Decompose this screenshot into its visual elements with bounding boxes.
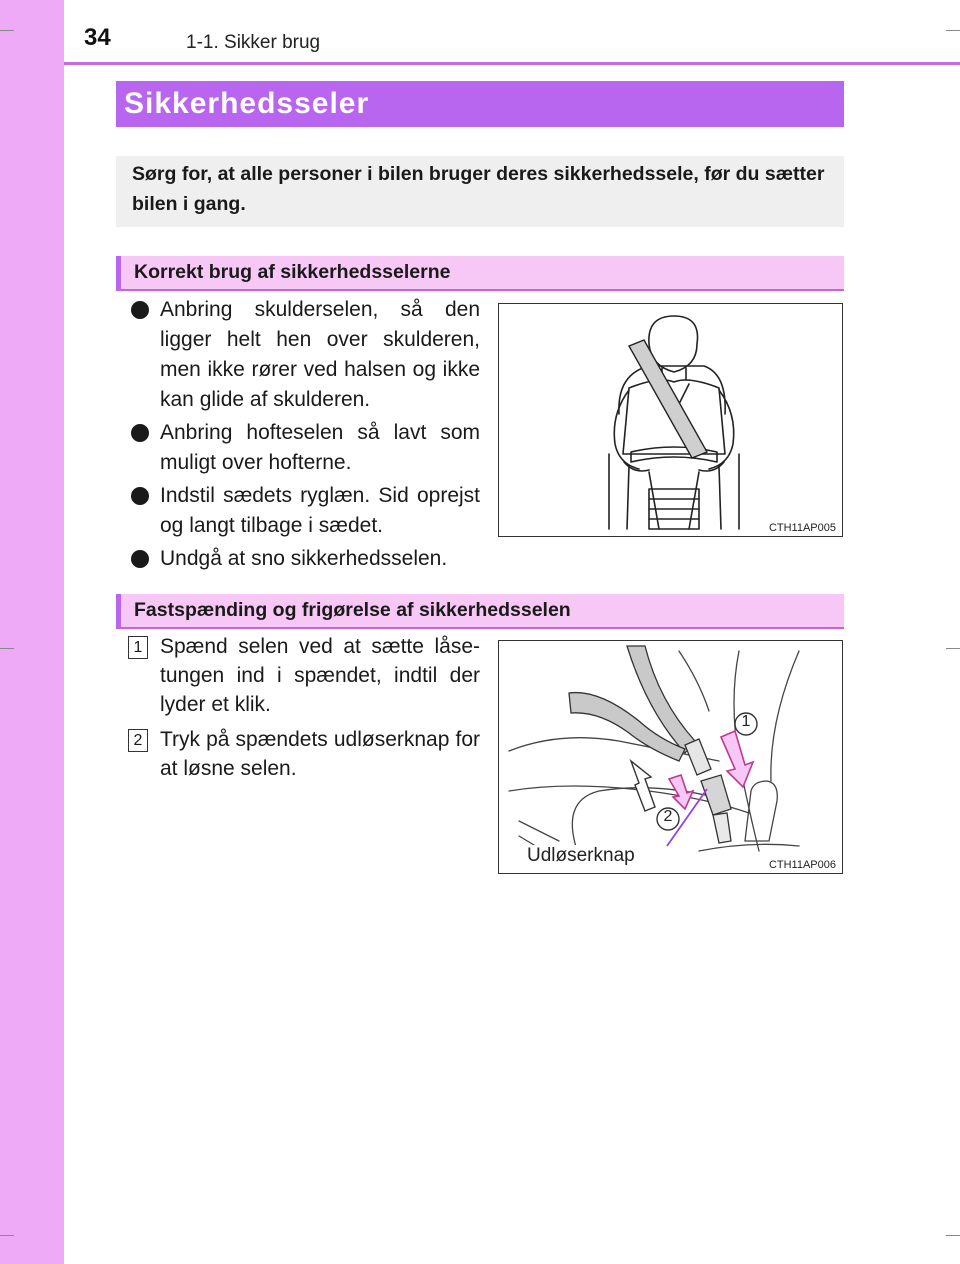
callout-2-number: 2	[663, 808, 673, 825]
page-title: Sikkerhedsseler	[124, 87, 370, 120]
figure-code: CTH11AP005	[768, 522, 836, 534]
list-item: 1 Spænd selen ved at sætte låse-tungen ind i spændet, indtil der lyder et klik.	[128, 632, 480, 719]
page-title-bar	[116, 81, 844, 127]
section-title: Fastspænding og frigørelse af sikkerhedsselen	[134, 599, 571, 621]
bullet-icon	[131, 301, 149, 319]
list-item: 2 Tryk på spændets udløserknap for at løsne selen.	[128, 725, 480, 783]
crop-mark	[946, 648, 960, 649]
seated-person-illustration	[499, 304, 843, 537]
section-title: Korrekt brug af sikkerhedsselerne	[134, 261, 451, 283]
crop-mark	[0, 1235, 14, 1236]
step-number: 2	[128, 729, 148, 752]
callout-1-number: 1	[741, 713, 751, 730]
section-heading-fasten-release	[116, 594, 844, 629]
intro-text: Sørg for, at alle personer i bilen bruger deres sikkerhedssele, før du sætter bilen i gang.	[132, 163, 825, 215]
step-list	[128, 632, 480, 789]
header-divider	[64, 62, 960, 65]
list-item: Anbring skulderselen, så den ligger helt hen over skulderen, men ikke rører ved halsen og ikke kan glide af skulderen.	[128, 295, 480, 415]
intro-box	[116, 156, 844, 227]
bullet-list	[128, 295, 480, 577]
crop-mark	[0, 648, 14, 649]
bullet-icon	[131, 424, 149, 442]
release-button-label: Udløserknap	[527, 845, 635, 866]
crop-mark	[946, 1235, 960, 1236]
crop-mark	[0, 30, 14, 31]
list-item: Undgå at sno sikkerhedsselen.	[128, 544, 480, 574]
bullet-icon	[131, 487, 149, 505]
figure-code: CTH11AP006	[768, 859, 836, 871]
crop-mark	[946, 30, 960, 31]
list-item: Indstil sædets ryglæn. Sid oprejst og langt tilbage i sædet.	[128, 481, 480, 541]
page-number: 34	[84, 24, 111, 51]
section-breadcrumb: 1-1. Sikker brug	[186, 32, 321, 53]
page-side-tab	[0, 0, 64, 1264]
bullet-icon	[131, 550, 149, 568]
list-item: Anbring hofteselen så lavt som muligt over hofterne.	[128, 418, 480, 478]
callout-2-icon	[499, 641, 843, 874]
figure-buckle	[498, 640, 843, 874]
section-heading-correct-use	[116, 256, 844, 291]
figure-seated-person	[498, 303, 843, 537]
step-number: 1	[128, 636, 148, 659]
